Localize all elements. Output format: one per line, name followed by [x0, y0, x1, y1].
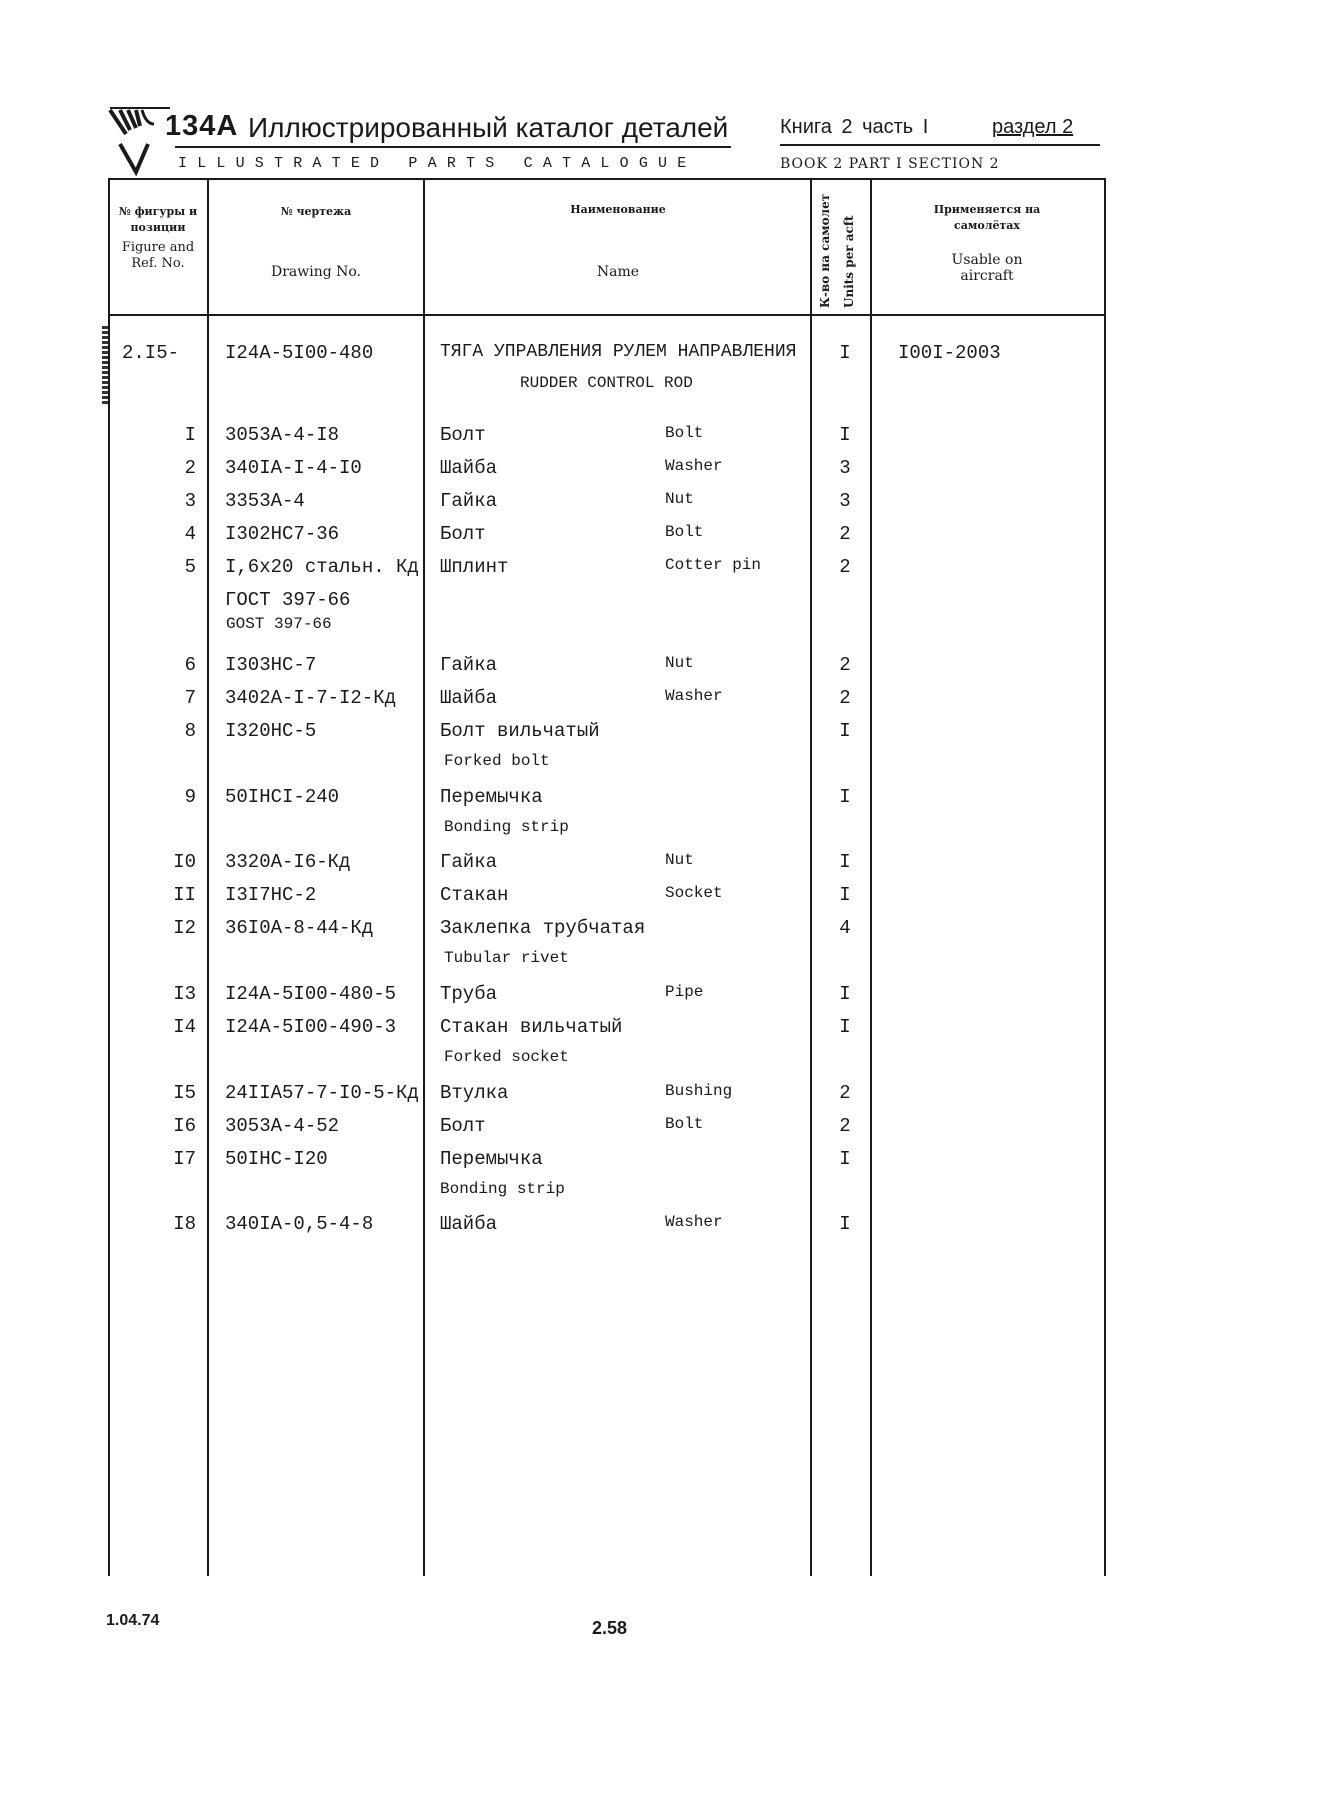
table-row	[0, 457, 1323, 487]
table-header-divider	[108, 314, 1106, 316]
table-row	[0, 687, 1323, 717]
row-name-en: Cotter pin	[665, 556, 762, 574]
row-name-ru: Стакан вильчатый	[440, 1016, 623, 1038]
assembly-ref: 2.I5-	[122, 342, 180, 364]
table-row	[0, 654, 1323, 684]
table-row	[0, 1148, 1323, 1178]
row-name-ru: Шайба	[440, 687, 498, 709]
row-ref: 7	[184, 687, 196, 709]
catalog-title-ru: Иллюстрированный каталог деталей	[248, 112, 729, 143]
row-drawing: 340IA-I-4-I0	[225, 457, 362, 479]
row-name-ru: Болт вильчатый	[440, 720, 600, 742]
header-usable	[874, 202, 1100, 284]
row-drawing: 36I0A-8-44-Кд	[225, 917, 374, 939]
header-drawing-ru: № чертежа	[280, 205, 352, 218]
assembly-usable: I00I-2003	[898, 342, 1001, 364]
header-name-ru: Наименование	[570, 203, 666, 216]
row-name-en: Bolt	[665, 424, 704, 442]
table-row	[0, 523, 1323, 553]
header-name-en: Name	[596, 264, 640, 280]
book-part-en: BOOK 2 PART I SECTION 2	[780, 156, 1000, 172]
assembly-qty: I	[839, 342, 851, 364]
row-drawing: 50IHCI-240	[225, 786, 340, 808]
row-drawing: I3I7HC-2	[225, 884, 317, 906]
header-drawing-en: Drawing No.	[270, 264, 362, 280]
row-name-en: Tubular rivet	[444, 949, 569, 967]
row-ref: 8	[184, 720, 196, 742]
row-qty: 2	[839, 1115, 851, 1137]
table-row	[0, 1115, 1323, 1145]
row-ref: 2	[184, 457, 196, 479]
row-name-ru: Стакан	[440, 884, 509, 906]
book-rule	[780, 144, 1100, 146]
row-drawing: 3053A-4-I8	[225, 424, 340, 446]
row-name-ru: Болт	[440, 523, 486, 545]
table-row	[0, 556, 1323, 586]
table-row	[0, 983, 1323, 1013]
row-qty: I	[839, 720, 851, 742]
assembly-name-en: RUDDER CONTROL ROD	[520, 374, 693, 392]
row-name-ru: Перемычка	[440, 786, 543, 808]
row-qty: I	[839, 1213, 851, 1235]
row-qty: 3	[839, 457, 851, 479]
catalog-title-en: ILLUSTRATED PARTS CATALOGUE	[178, 155, 697, 172]
row-drawing-standard-en: GOST 397-66	[226, 615, 332, 633]
row-name-ru: Гайка	[440, 490, 498, 512]
row-drawing: I24A-5I00-480-5	[225, 983, 397, 1005]
row-name-ru: Втулка	[440, 1082, 509, 1104]
row-ref: I4	[173, 1016, 196, 1038]
row-name-en: Forked bolt	[444, 752, 550, 770]
table-row	[0, 851, 1323, 881]
row-name-en: Pipe	[665, 983, 704, 1001]
row-name-ru: Шплинт	[440, 556, 509, 578]
row-ref: 3	[184, 490, 196, 512]
row-drawing: 3353A-4	[225, 490, 305, 512]
row-ref: 5	[184, 556, 196, 578]
row-name-en: Socket	[665, 884, 723, 902]
row-name-en: Nut	[665, 490, 694, 508]
row-drawing: I302HC7-36	[225, 523, 340, 545]
assembly-name-ru: ТЯГА УПРАВЛЕНИЯ РУЛЕМ НАПРАВЛЕНИЯ	[440, 342, 797, 362]
header-usable-en: Usable on aircraft	[951, 252, 1023, 284]
table-row	[0, 1213, 1323, 1243]
row-name-ru: Шайба	[440, 1213, 498, 1235]
row-name-en: Bushing	[665, 1082, 733, 1100]
table-top-border	[108, 178, 1106, 180]
row-name-en: Nut	[665, 654, 694, 672]
row-name-ru: Болт	[440, 424, 486, 446]
row-qty: I	[839, 424, 851, 446]
row-ref: I0	[173, 851, 196, 873]
row-ref: 4	[184, 523, 196, 545]
header-ref-ru: № фигуры и позиции	[118, 205, 198, 234]
row-ref: I5	[173, 1082, 196, 1104]
row-name-en: Forked socket	[444, 1048, 569, 1066]
table-row	[0, 917, 1323, 947]
row-name-en: Bonding strip	[444, 818, 569, 836]
table-row	[0, 720, 1323, 750]
row-ref: I3	[173, 983, 196, 1005]
table-row	[0, 786, 1323, 816]
row-name-en: Washer	[665, 687, 723, 705]
row-drawing: 3320A-I6-Кд	[225, 851, 351, 873]
book-part-ru: Книга 2 часть I	[780, 116, 929, 138]
row-name-ru: Заклепка трубчатая	[440, 917, 646, 939]
row-name-en: Washer	[665, 1213, 723, 1231]
row-drawing: 3402A-I-7-I2-Кд	[225, 687, 397, 709]
row-qty: 2	[839, 687, 851, 709]
row-qty: I	[839, 884, 851, 906]
section-ru: раздел 2	[992, 116, 1074, 138]
row-qty: I	[839, 1148, 851, 1170]
row-qty: 2	[839, 654, 851, 676]
row-ref: 6	[184, 654, 196, 676]
row-ref: I6	[173, 1115, 196, 1137]
row-qty: I	[839, 983, 851, 1005]
row-qty: 3	[839, 490, 851, 512]
row-name-ru: Гайка	[440, 654, 498, 676]
row-name-ru: Перемычка	[440, 1148, 543, 1170]
row-drawing: I24A-5I00-490-3	[225, 1016, 397, 1038]
row-qty: 4	[839, 917, 851, 939]
header-ref	[112, 204, 204, 272]
row-drawing: 3053A-4-52	[225, 1115, 340, 1137]
row-qty: I	[839, 851, 851, 873]
row-name-ru: Гайка	[440, 851, 498, 873]
row-qty: I	[839, 786, 851, 808]
row-name-ru: Болт	[440, 1115, 486, 1137]
table-row	[0, 884, 1323, 914]
row-ref: I2	[173, 917, 196, 939]
header-name	[428, 202, 808, 280]
row-ref: II	[173, 884, 196, 906]
row-name-en: Washer	[665, 457, 723, 475]
row-drawing: 50IHC-I20	[225, 1148, 328, 1170]
table-row	[0, 424, 1323, 454]
header-drawing	[212, 204, 420, 280]
row-name-en: Bonding strip	[440, 1180, 565, 1198]
header-ref-en: Figure and Ref. No.	[121, 240, 195, 271]
title-rule	[175, 146, 731, 148]
header-usable-ru: Применяется на самолётах	[933, 203, 1041, 232]
row-name-en: Nut	[665, 851, 694, 869]
table-row	[0, 1016, 1323, 1046]
page-number: 2.58	[592, 1618, 628, 1638]
row-name-en: Bolt	[665, 523, 704, 541]
row-qty: 2	[839, 556, 851, 578]
row-ref: I7	[173, 1148, 196, 1170]
row-drawing: I320HC-5	[225, 720, 317, 742]
table-row	[0, 1082, 1323, 1112]
row-name-ru: Труба	[440, 983, 498, 1005]
row-ref: I	[184, 424, 196, 446]
row-drawing: 24IIA57-7-I0-5-Кд	[225, 1082, 419, 1104]
row-drawing-standard-ru: ГОСТ 397-66	[225, 589, 351, 611]
row-ref: 9	[184, 786, 196, 808]
row-drawing: I,6x20 стальн. Кд	[225, 556, 419, 578]
row-qty: I	[839, 1016, 851, 1038]
assembly-row	[0, 342, 1323, 372]
row-qty: 2	[839, 523, 851, 545]
row-ref: I8	[173, 1213, 196, 1235]
row-name-ru: Шайба	[440, 457, 498, 479]
header-qty-en: Units per acft	[842, 215, 856, 308]
assembly-drawing: I24A-5I00-480	[225, 342, 374, 364]
header-qty-ru: К-во на самолет	[818, 193, 832, 308]
row-name-en: Bolt	[665, 1115, 704, 1133]
row-drawing: I303HC-7	[225, 654, 317, 676]
row-drawing: 340IA-0,5-4-8	[225, 1213, 374, 1235]
row-qty: 2	[839, 1082, 851, 1104]
footer-date: 1.04.74	[106, 1612, 160, 1629]
aircraft-model: 134A	[165, 110, 239, 142]
table-row	[0, 490, 1323, 520]
